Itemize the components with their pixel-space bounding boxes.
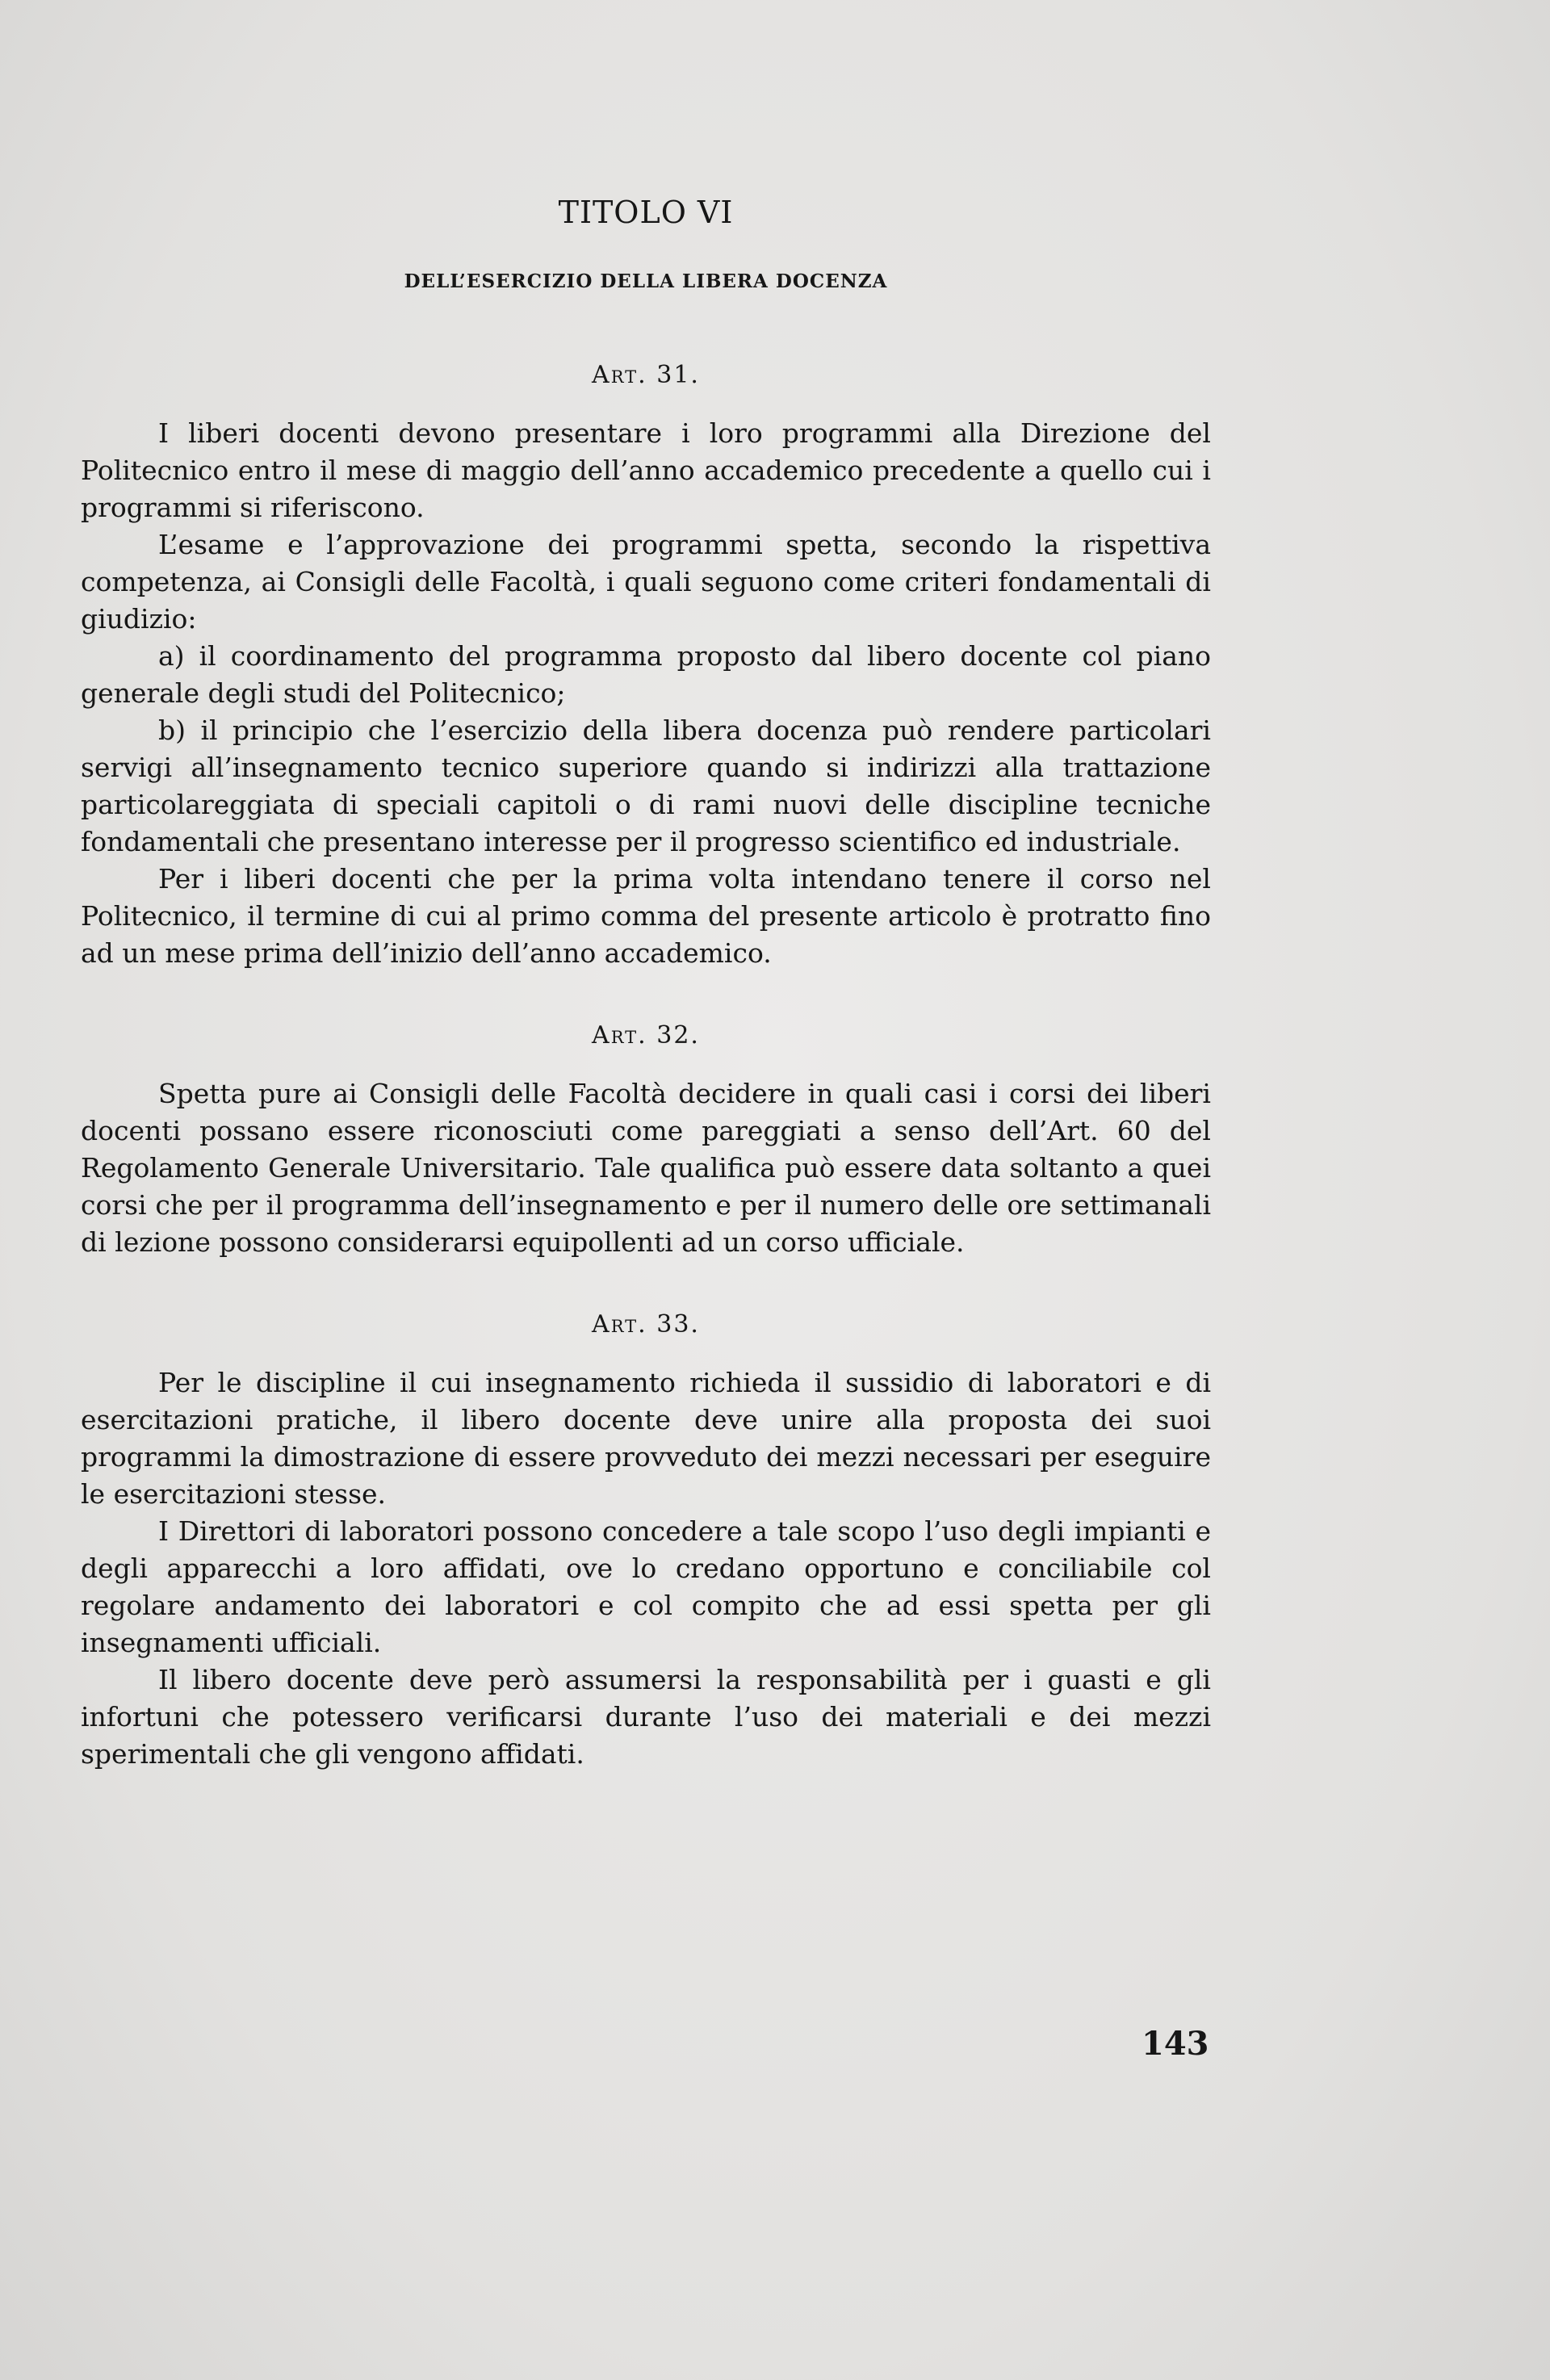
- article-31-heading: Art. 31.: [592, 361, 700, 389]
- article-32-paragraph-1: Spetta pure ai Consigli delle Facoltà decidere in quali casi i corsi dei liberi docenti possano essere riconosciuti come pareggiati a senso dell’Art. 60 del Regolamento Generale Universitario. Tale qualifica può essere data soltanto a quei corsi che per il programma dell’insegnamento e per il numero delle ore settimanali di lezione possono considerarsi equipollenti ad un corso ufficiale.: [81, 1078, 1211, 1258]
- section-subtitle: DELL’ESERCIZIO DELLA LIBERA DOCENZA: [404, 270, 888, 292]
- article-31-paragraph-5: Per i liberi docenti che per la prima volta intendano tenere il corso nel Politecnico, il termine di cui al primo comma del presente articolo è protratto fino ad un mese prima dell’inizio dell’anno accademico.: [81, 863, 1211, 969]
- article-33-paragraph-2: I Direttori di laboratori possono concedere a tale scopo l’uso degli impianti e degli apparecchi a loro affidati, ove lo credano opportuno e conciliabile col regolare andamento dei laboratori e col compito che ad essi spetta per gli insegnamenti ufficiali.: [81, 1515, 1211, 1658]
- article-31-paragraph-2: L’esame e l’approvazione dei programmi spetta, secondo la rispettiva competenza, ai Consigli delle Facoltà, i quali seguono come criteri fondamentali di giudizio:: [81, 529, 1211, 635]
- section-title: TITOLO VI: [558, 195, 734, 230]
- article-33-paragraph-1: Per le discipline il cui insegnamento richieda il sussidio di laboratori e di esercitazioni pratiche, il libero docente deve unire alla proposta dei suoi programmi la dimostrazione di essere provveduto dei mezzi necessari per eseguire le esercitazioni stesse.: [81, 1367, 1211, 1510]
- article-32-heading: Art. 32.: [592, 1021, 700, 1050]
- article-31-item-a: a) il coordinamento del programma proposto dal libero docente col piano generale degli studi del Politecnico;: [81, 640, 1211, 709]
- page-number: 143: [1142, 2025, 1209, 2063]
- page-body: [81, 194, 1211, 1773]
- article-31-paragraph-1: I liberi docenti devono presentare i loro programmi alla Direzione del Politecnico entro il mese di maggio dell’anno accademico precedente a quello cui i programmi si riferiscono.: [81, 417, 1211, 523]
- article-33-paragraph-3: Il libero docente deve però assumersi la responsabilità per i guasti e gli infortuni che potessero verificarsi durante l’uso dei materiali e dei mezzi sperimentali che gli vengono affidati.: [81, 1664, 1211, 1770]
- article-31-item-b: b) il principio che l’esercizio della libera docenza può rendere particolari servigi all’insegnamento tecnico superiore quando si indirizzi alla trattazione particolareggiata di speciali capitoli o di rami nuovi delle discipline tecniche fondamentali che presentano interesse per il progresso scientifico ed industriale.: [81, 714, 1211, 857]
- article-33-heading: Art. 33.: [592, 1310, 700, 1339]
